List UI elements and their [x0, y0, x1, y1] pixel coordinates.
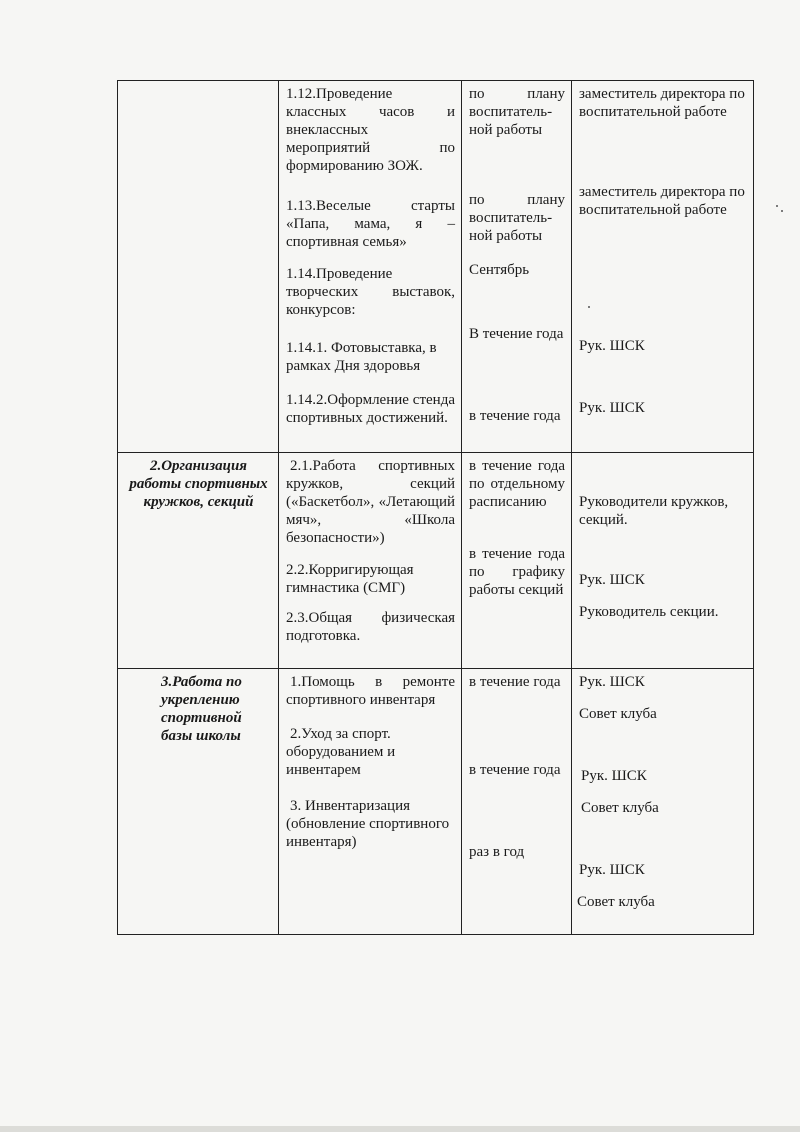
term-item: в течение года по отдельному расписанию [469, 458, 565, 510]
table-row [118, 81, 754, 453]
activity-item: 2.Уход за спорт. оборудованием и инвентарем [286, 726, 396, 778]
activity-item: 1.12.Проведение классных часов и внеклассных мероприятий по формированию ЗОЖ. [286, 86, 455, 174]
term-item: по плану воспитатель-ной работы [469, 192, 565, 244]
activities-cell [279, 453, 462, 669]
responsible-item: Рук. ШСК [581, 768, 647, 784]
section-cell [118, 669, 279, 935]
responsible-item: заместитель директора по воспитательной работе [579, 184, 745, 218]
responsible-cell [572, 669, 754, 935]
responsible-item: Рук. ШСК [579, 674, 645, 690]
responsible-cell [572, 81, 754, 453]
activity-item: 1.14.2.Оформление стенда спортивных достижений. [286, 392, 455, 426]
scan-speck [781, 210, 783, 212]
activity-item: 1.14.Проведение творческих выставок, конкурсов: [286, 266, 455, 318]
term-item: в течение года [469, 408, 561, 424]
activities-cell [279, 81, 462, 453]
term-item: по плану воспитатель-ной работы [469, 86, 565, 138]
table-row [118, 453, 754, 669]
section-cell [118, 81, 279, 453]
term-item: В течение года [469, 326, 564, 342]
terms-cell [462, 669, 572, 935]
table-row [118, 669, 754, 935]
activity-item: 3. Инвентаризация (обновление спортивного инвентаря) [286, 798, 450, 850]
section-title: 2.Организация работы спортивных кружков, секций [129, 458, 268, 510]
responsible-item: Рук. ШСК [579, 862, 645, 878]
activity-item: 1.13.Веселые старты «Папа, мама, я – спортивная семья» [286, 198, 455, 250]
sports-plan-table [117, 80, 754, 935]
activities-cell [279, 669, 462, 935]
activity-item: 2.3.Общая физическая подготовка. [286, 610, 455, 644]
section-cell [118, 453, 279, 669]
term-item: Сентябрь [469, 262, 530, 278]
responsible-item: заместитель директора по воспитательной работе [579, 86, 745, 120]
terms-cell [462, 81, 572, 453]
responsible-item: Совет клуба [577, 894, 655, 910]
responsible-item: Рук. ШСК [579, 400, 645, 416]
responsible-item: Руководитель секции. [579, 604, 719, 620]
activity-item: 2.2.Корригирующая гимнастика (СМГ) [286, 562, 414, 596]
terms-cell [462, 453, 572, 669]
term-item: в течение года [469, 674, 561, 690]
page-bottom-edge [0, 1126, 800, 1132]
responsible-item: Рук. ШСК [579, 338, 645, 354]
scan-speck [776, 205, 778, 207]
term-item: в течение года [469, 762, 561, 778]
term-item: в течение года по графику работы секций [469, 546, 565, 598]
responsible-item: Руководители кружков, секций. [579, 494, 729, 528]
section-title-text: 3.Работа по укреплению спортивной базы школы [161, 674, 242, 744]
responsible-item: Рук. ШСК [579, 572, 645, 588]
activity-item: 1.14.1. Фотовыставка, в рамках Дня здоровья [286, 340, 437, 374]
responsible-item: Совет клуба [579, 706, 657, 722]
responsible-item: Совет клуба [581, 800, 659, 816]
activity-item: 1.Помощь в ремонте спортивного инвентаря [286, 674, 455, 708]
term-item: раз в год [469, 844, 525, 860]
responsible-cell [572, 453, 754, 669]
section-title [125, 673, 272, 745]
activity-item: 2.1.Работа спортивных кружков, секций («Баскетбол», «Летающий мяч», «Школа безопасности») [286, 458, 455, 546]
